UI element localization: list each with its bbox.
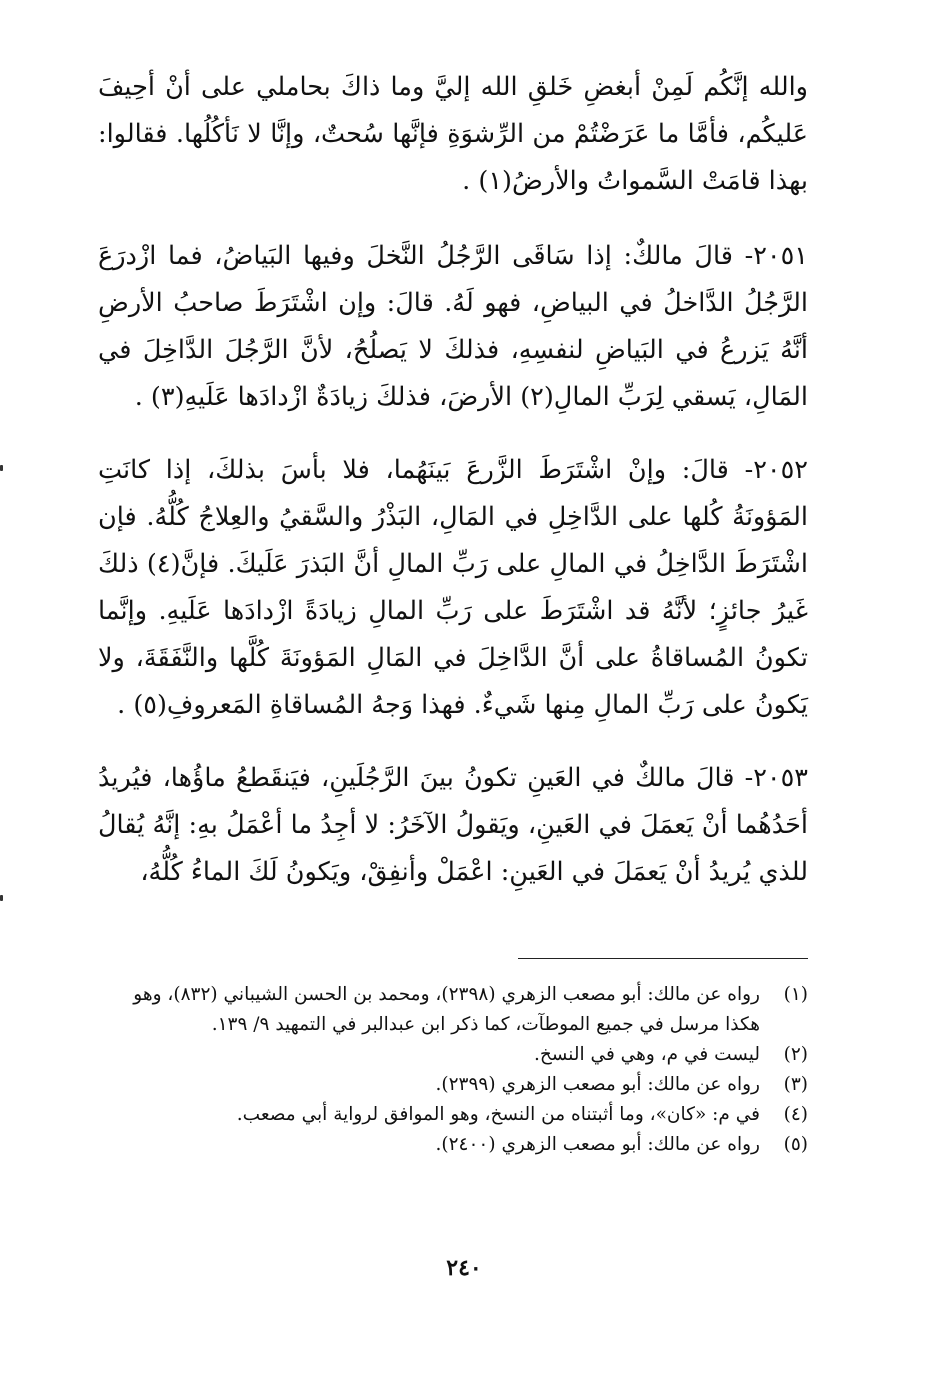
paragraph-2053: ٢٠٥٣- قالَ مالكٌ في العَينِ تكونُ بينَ الرَّجُلَينِ، فيَنقَطعُ ماؤُها، فيُريدُ أحَدُهُما أنْ يَعمَلَ في العَينِ، ويَقولُ الآخَرُ: لا أجِدُ ما أعْمَلُ بهِ: إنَّهُ يُقالُ للذي يُريدُ أنْ يَعمَلَ في العَينِ: اعْمَلْ وأنفِقْ، ويَكونُ لَكَ الماءُ كُلُّهُ،	[98, 763, 808, 887]
footnote-text: رواه عن مالك: أبو مصعب الزهري (٢٣٩٨)، ومحمد بن الحسن الشيباني (٨٣٢)، وهو هكذا مرسل في جميع الموطآت، كما ذكر ابن عبدالبر في التمهيد ٩/ ١٣٩.	[133, 984, 760, 1035]
footnote-text: في م: «كان»، وما أثبتناه من النسخ، وهو الموافق لرواية أبي مصعب.	[236, 1104, 760, 1125]
footnote-number: (٣)	[783, 1074, 808, 1095]
footnote-text: رواه عن مالك: أبو مصعب الزهري (٢٤٠٠).	[435, 1134, 760, 1155]
paragraph-intro: والله إنَّكُم لَمِنْ أبغضِ خَلقِ الله إليَّ وما ذاكَ بحاملي على أنْ أحِيفَ عَليكُم، فأمَّا ما عَرَضْتُمْ من الرِّشوَةِ فإنَّها سُحتٌ، وإنَّا لا نَأكُلُها. فقالوا: بهذا قامَتْ السَّمواتُ والأرضُ(١) .	[98, 72, 808, 196]
footnote-5	[98, 1130, 808, 1160]
footnotes	[98, 980, 808, 1160]
footnote-4	[98, 1100, 808, 1130]
footnote-number: (١)	[783, 984, 808, 1005]
paragraph-2052: ٢٠٥٢- قالَ: وإنْ اشْتَرَطَ الزَّرعَ بَينَهُما، فلا بأسَ بذلكَ، إذا كانَتِ المَؤونَةُ كُلها على الدَّاخِلِ في المَالِ، البَذْرُ والسَّقيُ والعِلاجُ كُلُّهُ. فإن اشْتَرَطَ الدَّاخِلُ في المالِ على رَبِّ المالِ أنَّ البَذرَ عَلَيكَ. فإنَّ(٤) ذلكَ غَيرُ جائزٍ؛ لأنَّهُ قد اشْتَرَطَ على رَبِّ المالِ زيادَةً ازْدادَها عَلَيهِ. وإنَّما تكونُ المُساقاةُ على أنَّ الدَّاخِلَ في المَالِ المَؤونَةَ كُلَّها والنَّفَقَةَ، ولا يَكونُ على رَبِّ المالِ مِنها شَيءٌ. فهذا وَجهُ المُساقاةِ المَعروفِ(٥) .	[98, 455, 809, 720]
footnote-number: (٤)	[783, 1104, 808, 1125]
footnote-separator	[518, 958, 808, 959]
footnote-3	[98, 1070, 808, 1100]
main-text	[98, 64, 808, 922]
footnote-text: ليست في م، وهي في النسخ.	[533, 1044, 760, 1065]
footnote-1	[98, 980, 808, 1040]
paragraph-2051: ٢٠٥١- قالَ مالكٌ: إذا سَاقَى الرَّجُلُ النَّخلَ وفيها البَياضُ، فما ازْدرَعَ الرَّجُلُ الدَّاخلُ في البياضِ، فهو لَهُ. قالَ: وإن اشْتَرَطَ صاحبُ الأرضِ أنَّهُ يَزرعُ في البَياضِ لنفسِهِ، فذلكَ لا يَصلُحُ، لأنَّ الرَّجُلَ الدَّاخِلَ في المَالِ، يَسقي لِرَبِّ المالِ(٢) الأرضَ، فذلكَ زيادَةٌ ازْدادَها عَلَيهِ(٣) .	[98, 241, 808, 412]
footnote-2	[98, 1040, 808, 1070]
footnote-text: رواه عن مالك: أبو مصعب الزهري (٢٣٩٩).	[435, 1074, 760, 1095]
footnote-number: (٥)	[783, 1134, 808, 1155]
footnote-number: (٢)	[783, 1044, 808, 1065]
page-number: ٢٤٠	[446, 1255, 482, 1281]
scan-edge-mark	[0, 465, 3, 471]
scan-edge-mark	[0, 895, 3, 901]
